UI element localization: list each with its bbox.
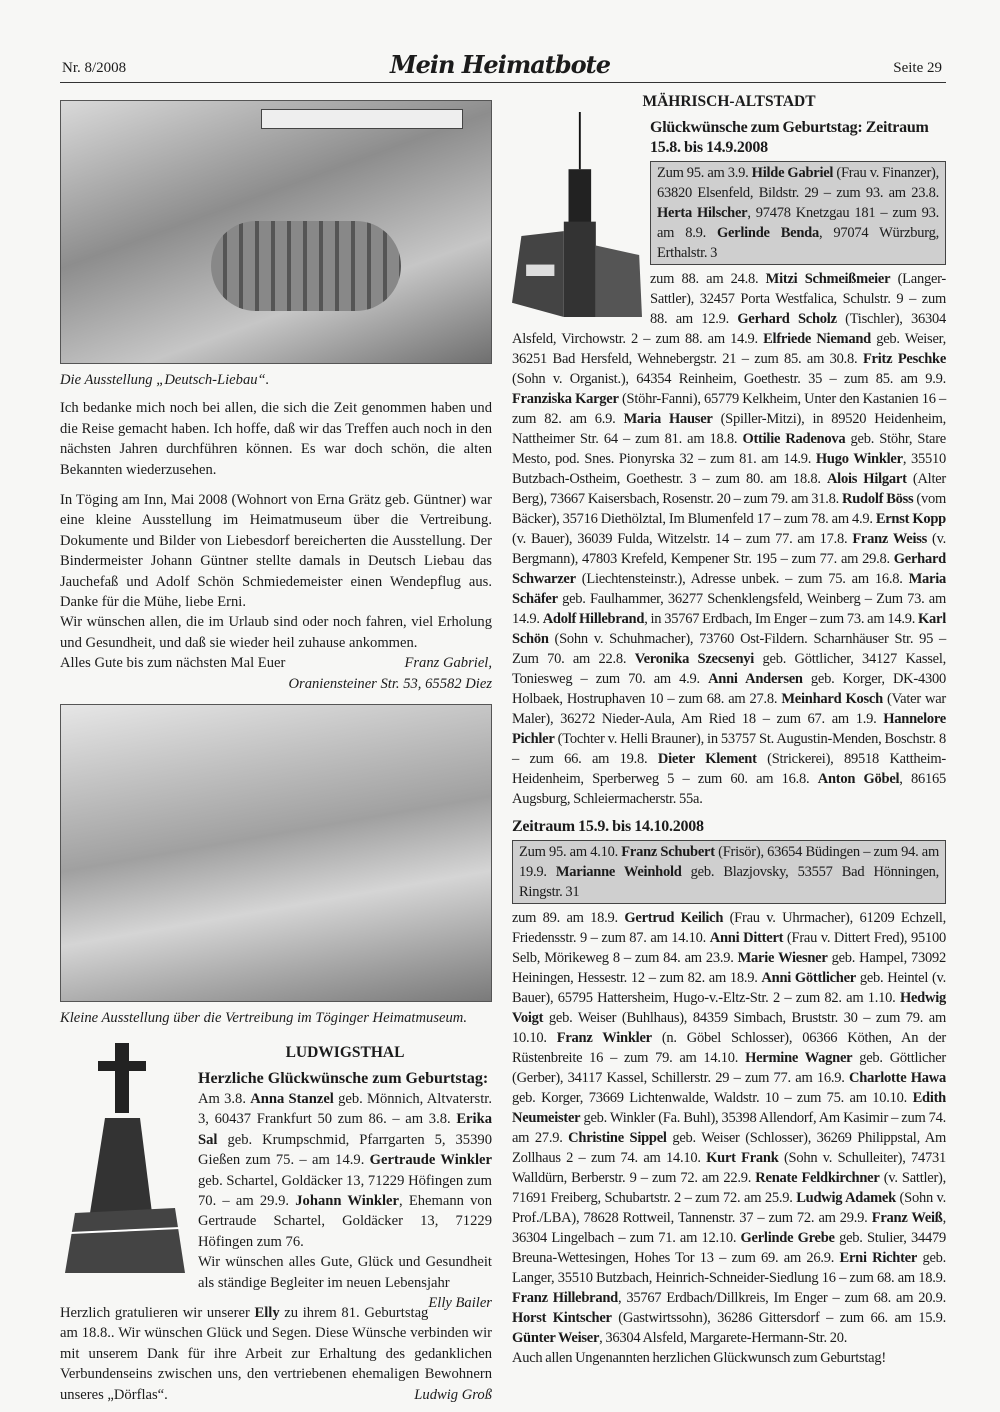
person-name: Maria Schäfer: [512, 571, 946, 607]
person-name: Franz Winkler: [556, 1030, 652, 1046]
text-run: geb. Krumpschmid, Pfarrgarten 5, 35390 Gießen zum 75. – am 14.9.: [198, 1131, 492, 1169]
text-run: geb. Stulier, 34479 Breuna-Wettesingen, Hohes Tor 13 – zum 69. am 26.9.: [512, 1230, 946, 1266]
person-name: Gerlinde Grebe: [740, 1230, 835, 1246]
person-name: Gerhard Scholz: [737, 311, 837, 327]
text-run: zu ihrem 81. Geburtstag am 18.8.. Wir wünschen Glück und Segen. Diese Wünsche verbinden wir mit unserem Dank für ihre Arbeit zur Erhaltung des gedanklichen Verbundenseins zwischen uns, den vertriebenen ehemaligen Bewohnern unseres „Dörflas“.: [60, 1304, 492, 1403]
text-run: geb. Weiser, 36251 Bad Hersfeld, Wehnebergstr. 21 – zum 85. am 30.8.: [512, 331, 946, 367]
text-run: (Tochter v. Helli Brauner), in 53757 St. Augustin-Menden, Boschstr. 8 – zum 66. am 19.8.: [512, 731, 946, 767]
text-run: geb. Winkler (Fa. Buhl), 35398 Allendorf, Am Kasimir – zum 74. am 27.9.: [512, 1110, 946, 1146]
person-name: Elly: [254, 1304, 280, 1321]
closing-wish: Auch allen Ungenannten herzlichen Glückwunsch zum Geburtstag!: [512, 1350, 886, 1366]
exhibition-photo: [60, 100, 492, 364]
text-run: (vom Bäcker), 35716 Diethölztal, Im Blumenfeld 17 – zum 78. am 4.9.: [512, 491, 946, 527]
person-name: Alois Hilgart: [826, 471, 907, 487]
photo-caption: Die Ausstellung „Deutsch-Liebau“.: [60, 372, 270, 388]
birthday-list: [512, 269, 946, 809]
person-name: Elfriede Niemand: [763, 331, 871, 347]
person-name: Meinhard Kosch: [781, 691, 883, 707]
person-name: Rudolf Böss: [842, 491, 914, 507]
text-run: (Vater war Maler), 36272 Nieder-Aula, Am Ried 18 – zum 67. am 1.9.: [512, 691, 946, 727]
text-run: (v. Sattler), 71691 Freiberg, Schubartstr. 2 – zum 72. am 25.9.: [512, 1170, 946, 1206]
section-title: LUDWIGSTHAL: [285, 1043, 405, 1061]
text-run: (Tischler), 36304 Alsfeld, Virchowstr. 2 – zum 88. am 14.9.: [512, 311, 947, 347]
wish-signature: Elly Bailer: [428, 1294, 492, 1311]
text-run: , Ehemann von Gertraude Schartel, Goldäcker 13, 71229 Höfingen zum 76.: [198, 1192, 492, 1250]
text-run: (Gastwirtssohn), 36286 Gittersdorf – zum 66. am 15.9.: [611, 1310, 946, 1326]
text-run: (Spiller-Mitzi), in 89520 Heidenheim, Nattheimer Str. 64 – zum 81. am 18.8.: [512, 411, 946, 447]
paragraph: Ich bedanke mich noch bei allen, die sich die Zeit genommen haben und die Reise gemacht haben. Ich hoffe, daß wir das Treffen auch noch in den nächsten Jahren durchführen können. Es war doch schön, die alten Bekannten wiederzusehen.: [60, 400, 492, 478]
text-run: (Sohn v. Schulleiter), 74731 Walldürn, Berberstr. 9 – zum 72. am 22.9.: [512, 1150, 946, 1186]
person-name: Marie Wiesner: [737, 950, 828, 966]
section-subtitle: Herzliche Glückwünsche zum Geburtstag:: [198, 1069, 489, 1087]
text-run: (v. Bauer), 36039 Fulda, Witzelstr. 14 – zum 77. am 17.8.: [512, 531, 853, 547]
birthday-list: [512, 908, 946, 1348]
text-run: geb. Weiser (Buhlhaus), 84359 Simbach, Bruststr. 30 – zum 79. am 10.10.: [512, 1010, 946, 1046]
person-name: Gerlinde Benda: [716, 225, 819, 241]
text-run: geb. Stöhr, Stare Mesto, pod. Snes. Pionyrska 32 – zum 81. am 14.9.: [512, 431, 946, 467]
text-run: zum 89. am 18.9.: [512, 910, 625, 926]
text-run: (Strickerei), 89518 Kattheim-Heidenheim, Sperberweg 5 – zum 60. am 16.8.: [512, 751, 946, 787]
person-name: Franz Schubert: [621, 844, 715, 860]
elly-signature: Ludwig Groß: [414, 1387, 492, 1403]
text-run: , 36304 Alsfeld, Margarete-Hermann-Str. 20.: [599, 1330, 848, 1346]
person-name: Gertrud Keilich: [624, 910, 724, 926]
closing-text: Alles Gute bis zum nächsten Mal Euer: [60, 655, 286, 672]
text-run: (Frau v. Uhrmacher), 61209 Echzell, Friedensstr. 9 – zum 87. am 14.10.: [512, 910, 947, 946]
crucifix-drawing: [60, 1043, 190, 1273]
text-run: geb. Langer, 35510 Butzbach, Heinrich-Schneider-Siedlung 16 – zum 68. am 18.9.: [512, 1250, 946, 1286]
person-name: Franz Weiß: [871, 1210, 943, 1226]
church-drawing: [512, 112, 642, 317]
person-name: Renate Feldkirchner: [755, 1170, 880, 1186]
person-name: Erika Sal: [198, 1111, 492, 1148]
section-subtitle: Glückwünsche zum Geburtstag: Zeitraum 15.8. bis 14.9.2008: [650, 119, 929, 156]
person-name: Horst Kintscher: [512, 1310, 612, 1326]
ludwigsthal-section: [60, 1043, 492, 1406]
person-name: Karl Schön: [512, 611, 946, 647]
person-name: Maria Hauser: [623, 411, 713, 427]
person-name: Ottilie Radenova: [742, 431, 846, 447]
text-run: (Liechtensteinstr.), Adresse unbek. – zum 75. am 16.8.: [575, 571, 909, 587]
section-title: MÄHRISCH-ALTSTADT: [642, 93, 816, 110]
person-name: Herta Hilscher: [657, 205, 748, 221]
highlight-box: [512, 840, 946, 904]
person-name: Günter Weiser: [512, 1330, 600, 1346]
highlight-box: [650, 161, 946, 265]
text-run: geb. Göttlicher (Gerber), 34117 Kassel, Schillerstr. 29 – zum 77. am 16.9.: [512, 1050, 946, 1086]
person-name: Ludwig Adamek: [796, 1190, 896, 1206]
text-run: , 86165 Augsburg, Schleiermacherstr. 55a.: [512, 771, 947, 807]
text-run: (Frau v. Finanzer), 63820 Elsenfeld, Bildstr. 29 – zum 93. am 23.8.: [657, 165, 939, 201]
text-run: (Alter Berg), 73667 Kaisersbach, Rosenstr. 20 – zum 79. am 31.8.: [512, 471, 946, 507]
person-name: Anni Dittert: [709, 930, 784, 946]
text-run: (n. Göbel Schlosser), 06366 Köthen, An der Rüstenbreite 16 – zum 79. am 14.10.: [512, 1030, 946, 1066]
text-run: (Frau v. Dittert Fred), 95100 Selb, Mörikeweg 8 – zum 84. am 23.9.: [512, 930, 946, 966]
person-name: Kurt Frank: [706, 1150, 779, 1166]
person-name: Franz Hillebrand: [512, 1290, 618, 1306]
person-name: Fritz Peschke: [862, 351, 947, 367]
text-run: geb. Göttlicher, 34127 Kassel, Toniesweg – zum 70. am 4.9.: [512, 651, 946, 687]
right-column: [512, 88, 946, 1368]
signature-name: Franz Gabriel,: [404, 655, 492, 672]
person-name: Hilde Gabriel: [751, 165, 834, 181]
text-run: Herzlich gratulieren wir unserer: [60, 1304, 255, 1321]
text-run: (Stöhr-Fanni), 65779 Kelkheim, Unter den Kastanien 16 – zum 82. am 6.9.: [512, 391, 946, 427]
museum-photo: [60, 704, 492, 1002]
page-number: Seite 29: [893, 60, 942, 76]
person-name: Veronika Szecsenyi: [634, 651, 755, 667]
person-name: Franziska Karger: [512, 391, 619, 407]
text-run: geb. Heintel (v. Bauer), 65795 Hattersheim, Hugo-v.-Eltz-Str. 2 – zum 82. am 1.10.: [512, 970, 946, 1006]
person-name: Ernst Kopp: [875, 511, 946, 527]
left-column: [60, 92, 492, 1405]
section-subtitle: Zeitraum 15.9. bis 14.10.2008: [512, 818, 704, 835]
paragraph: In Töging am Inn, Mai 2008 (Wohnort von Erna Grätz geb. Güntner) war eine kleine Ausstellung im Heimatmuseum über die Vertreibung. Dokumente und Bilder von Liebesdorf bereicherten die Ausstellung. Der Bindermeister Johann Güntner stellte damals in Deutsch Liebau das Jauchefaß und Adolf Schön Schmiedemeister einen Wendepflug aus. Danke für die Mühe, liebe Erni.: [60, 492, 492, 611]
person-name: Franz Weiss: [852, 531, 928, 547]
text-run: geb. Hampel, 73092 Heiningen, Hessestr. 12 – zum 82. am 18.9.: [512, 950, 946, 986]
person-name: Gerhard Schwarzer: [512, 551, 946, 587]
text-run: (Langer-Sattler), 32457 Porta Westfalica, Schulstr. 9 – zum 88. am 12.9.: [650, 271, 946, 327]
text-run: Zum 95. am 4.10.: [519, 844, 622, 860]
header-rule: [60, 82, 946, 83]
photo-caption: Kleine Ausstellung über die Vertreibung im Töginger Heimatmuseum.: [60, 1010, 467, 1027]
person-name: Mitzi Schmeißmeier: [765, 271, 891, 287]
text-run: (v. Bergmann), 47803 Krefeld, Kempener Str. 195 – zum 77. am 29.8.: [512, 531, 947, 567]
person-name: Gertraude Winkler: [369, 1152, 492, 1169]
person-name: Hugo Winkler: [815, 451, 903, 467]
person-name: Hermine Wagner: [745, 1050, 853, 1066]
text-run: Zum 95. am 3.9.: [657, 165, 752, 181]
text-run: , 97478 Knetzgau 181 – zum 93. am 8.9.: [657, 205, 939, 241]
text-run: geb. Korger, DK-4300 Holbaek, Hostruphaven 10 – zum 68. am 27.8.: [512, 671, 946, 707]
person-name: Anni Andersen: [708, 671, 803, 687]
person-name: Anton Göbel: [817, 771, 900, 787]
wish-body: Wir wünschen alles Gute, Glück und Gesundheit als ständige Begleiter im neuen Lebensjahr: [198, 1254, 492, 1291]
person-name: Dieter Klement: [657, 751, 757, 767]
text-run: , 35510 Butzbach-Ostheim, Goethestr. 3 – zum 80. am 18.8.: [512, 451, 946, 487]
text-run: (Sohn v. Schuhmacher), 73760 Ost-Fildern. Scharnhäuser Str. 95 – Zum 70. am 22.8.: [512, 631, 946, 667]
paragraph: Wir wünschen allen, die im Urlaub sind oder noch fahren, viel Erholung und Gesundheit, und daß sie wieder heil zuhause ankommen.: [60, 614, 492, 651]
masthead-logo: Mein Heimatbote: [390, 50, 610, 79]
person-name: Marianne Weinhold: [555, 864, 682, 880]
text-run: geb. Korger, 73669 Lichtenwalde, Waldstr. 10 – zum 75. am 10.10.: [512, 1090, 913, 1106]
text-run: zum 88. am 24.8.: [650, 271, 766, 287]
person-name: Adolf Hillebrand: [542, 611, 645, 627]
text-run: geb. Mönnich, Altvaterstr. 3, 60437 Frankfurt 50 zum 86. – am 3.8.: [198, 1090, 492, 1128]
text-run: geb. Blazjovsky, 53557 Bad Hönningen, Ringstr. 31: [519, 864, 940, 900]
text-run: geb. Faulhammer, 36277 Schenklengsfeld, Weinberg – Zum 73. am 14.9.: [512, 591, 946, 627]
text-run: (Frisör), 63654 Büdingen – zum 94. am 19.9.: [519, 844, 939, 880]
person-name: Anna Stanzel: [250, 1090, 334, 1107]
text-run: (Sohn v. Organist.), 64354 Reinheim, Goethestr. 35 – zum 85. am 9.9.: [512, 371, 946, 387]
text-run: geb. Weiser (Schlosser), 36269 Philippstal, Am Zollhaus 2 – zum 74. am 14.10.: [512, 1130, 946, 1166]
text-run: , 36304 Lingelbach – zum 71. am 12.10.: [512, 1210, 947, 1246]
person-name: Christine Sippel: [568, 1130, 667, 1146]
person-name: Edith Neumeister: [512, 1090, 946, 1126]
person-name: Anni Göttlicher: [761, 970, 856, 986]
text-run: geb. Schartel, Goldäcker 13, 71229 Höfingen zum 70. – am 29.9.: [198, 1172, 492, 1209]
person-name: Erni Richter: [839, 1250, 918, 1266]
person-name: Hedwig Voigt: [512, 990, 946, 1026]
text-run: , 35767 Erdbach/Dillkreis, Im Enger – zum 68. am 20.9.: [617, 1290, 946, 1306]
issue-number: Nr. 8/2008: [62, 60, 127, 76]
person-name: Johann Winkler: [295, 1192, 400, 1209]
closing-line: [60, 653, 492, 673]
signature-address: Oraniensteiner Str. 53, 65582 Diez: [288, 675, 492, 692]
person-name: Hannelore Pichler: [512, 711, 946, 747]
text-run: Am 3.8.: [198, 1090, 251, 1107]
text-run: (Sohn v. Prof./LBA), 78628 Rottweil, Tannenstr. 37 – zum 72. am 29.9.: [512, 1190, 946, 1226]
text-run: , 97074 Würzburg, Erthalstr. 3: [657, 225, 939, 261]
person-name: Charlotte Hawa: [849, 1070, 947, 1086]
text-run: , in 35767 Erdbach, Im Enger – zum 73. am 14.9.: [644, 611, 918, 627]
